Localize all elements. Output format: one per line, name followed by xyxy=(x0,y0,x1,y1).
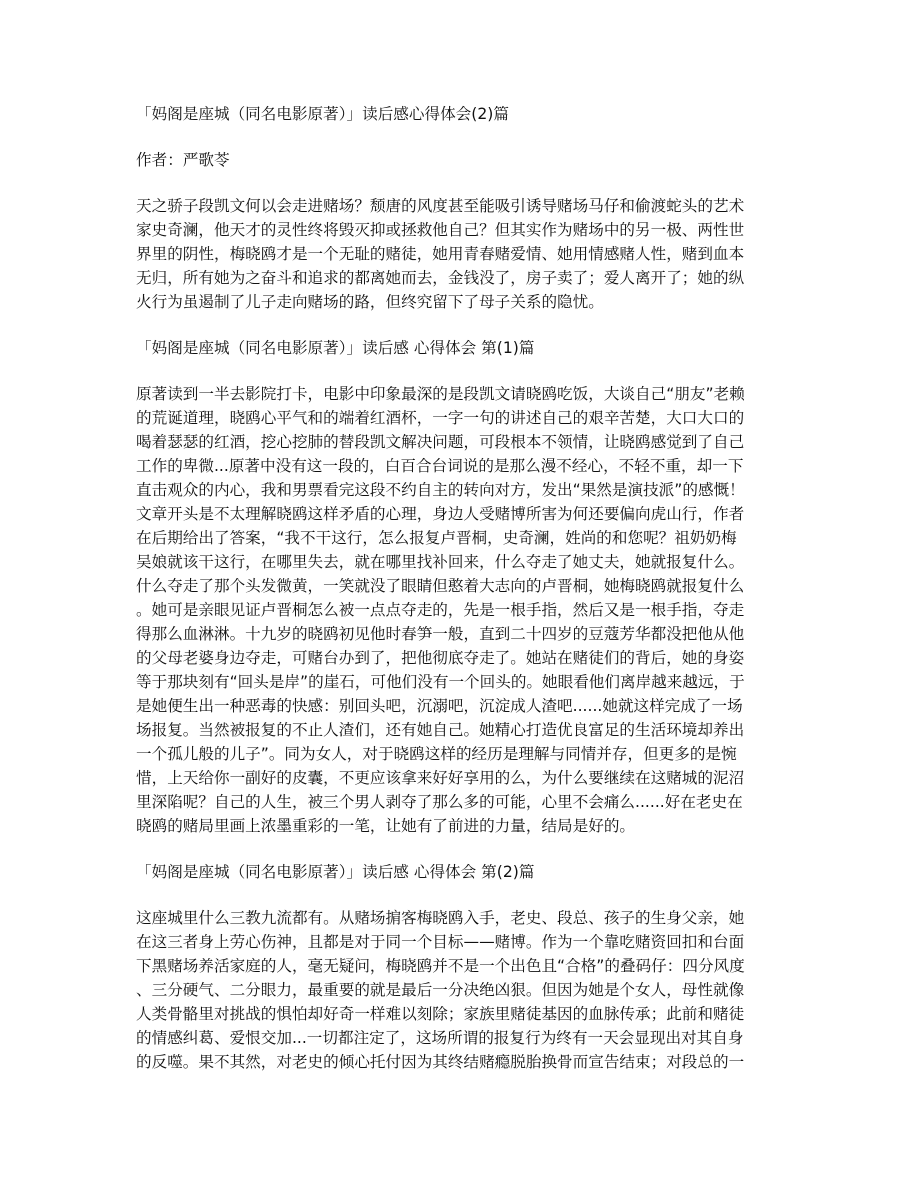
section-1-paragraph xyxy=(136,382,784,838)
text-line: 人类骨骼里对挑战的惧怕却好奇一样难以刻除；家族里赌徒基因的血脉传承；此前和赌徒 xyxy=(136,1005,745,1023)
section-2-heading: 「妈阁是座城（同名电影原著）」读后感 心得体会 第(2)篇 xyxy=(136,863,535,881)
text-line: 下黑赌场养活家庭的人，毫无疑问，梅晓鸥并不是一个出色且“合格”的叠码仔：四分风度 xyxy=(136,957,745,975)
text-line: 天之骄子段凯文何以会走进赌场？颓唐的风度甚至能吸引诱导赌场马仔和偷渡蛇头的艺术 xyxy=(136,197,745,215)
text-line: 无归，所有她为之奋斗和追求的都离她而去，金钱没了，房子卖了；爱人离开了；她的纵 xyxy=(136,269,745,287)
text-line: 的荒诞道理，晓鸥心平气和的端着红酒杯，一字一句的讲述自己的艰辛苦楚，大口大口的 xyxy=(136,409,745,427)
text-line: 场报复。当然被报复的不止人渣们，还有她自己。她精心打造优良富足的生活环境却养出 xyxy=(136,721,745,739)
text-line: 在这三者身上劳心伤神，且都是对于同一个目标——赌博。作为一个靠吃赌资回扣和台面 xyxy=(136,933,745,951)
author-line: 作者：严歌苓 xyxy=(136,151,230,169)
text-line: 的父母老婆身边夺走，可赌台办到了，把他彻底夺走了。她站在赌徒们的背后，她的身姿 xyxy=(136,649,745,667)
text-line: 惜，上天给你一副好的皮囊，不更应该拿来好好享用的么，为什么要继续在这赌城的泥沼 xyxy=(136,769,745,787)
text-line: 得那么血淋淋。十九岁的晓鸥初见他时春笋一般，直到二十四岁的豆蔻芳华都没把他从他 xyxy=(136,625,745,643)
document-title: 「妈阁是座城（同名电影原著）」读后感心得体会(2)篇 xyxy=(136,105,509,123)
text-line: 里深陷呢？自己的人生，被三个男人剥夺了那么多的可能，心里不会痛么......好在老史在 xyxy=(136,793,743,811)
text-line: 文章开头是不太理解晓鸥这样矛盾的心理，身边人受赌博所害为何还要偏向虎山行，作者 xyxy=(136,505,745,523)
text-line: 什么夺走了那个头发微黄，一笑就没了眼睛但憨着大志向的卢晋桐，她梅晓鸥就报复什么 xyxy=(136,577,745,595)
text-line: 的反噬。果不其然，对老史的倾心托付因为其终结赌瘾脱胎换骨而宣告结束；对段总的一 xyxy=(136,1053,745,1071)
section-2-paragraph xyxy=(136,906,784,1074)
text-line: 。她可是亲眼见证卢晋桐怎么被一点点夺走的，先是一根手指，然后又是一根手指，夺走 xyxy=(136,601,745,619)
intro-paragraph xyxy=(136,194,784,314)
text-line: 一个孤儿般的儿子”。同为女人，对于晓鸥这样的经历是理解与同情并存，但更多的是惋 xyxy=(136,745,737,763)
text-line: 晓鸥的赌局里画上浓墨重彩的一笔，让她有了前进的力量，结局是好的。 xyxy=(136,817,636,835)
text-line: 火行为虽遏制了儿子走向赌场的路，但终究留下了母子关系的隐忧。 xyxy=(136,293,604,311)
text-line: 家史奇澜，他天才的灵性终将毁灭抑或拯救他自己？但其实作为赌场中的另一极、两性世 xyxy=(136,221,745,239)
document-page xyxy=(136,102,784,1096)
text-line: 、三分硬气、二分眼力，最重要的就是最后一分决绝凶狠。但因为她是个女人，母性就像 xyxy=(136,981,745,999)
text-line: 在后期给出了答案，“我不干这行，怎么报复卢晋桐，史奇澜，姓尚的和您呢？祖奶奶梅 xyxy=(136,529,737,547)
text-line: 是她便生出一种恶毒的快感：别回头吧，沉溺吧，沉淀成人渣吧......她就这样完成了一场 xyxy=(136,697,743,715)
text-line: 工作的卑微...原著中没有这一段的，白百合台词说的是那么漫不经心，不轻不重，却一下 xyxy=(136,457,744,475)
text-line: 界里的阴性，梅晓鸥才是一个无耻的赌徒，她用青春赌爱情、她用情感赌人性，赌到血本 xyxy=(136,245,745,263)
text-line: 的情感纠葛、爱恨交加...一切都注定了，这场所谓的报复行为终有一天会显现出对其自身 xyxy=(136,1029,744,1047)
text-line: 原著读到一半去影院打卡，电影中印象最深的是段凯文请晓鸥吃饭，大谈自己“朋友”老赖 xyxy=(136,385,745,403)
text-line: 喝着瑟瑟的红酒，挖心挖肺的替段凯文解决问题，可段根本不领情，让晓鸥感觉到了自己 xyxy=(136,433,745,451)
text-line: 直击观众的内心，我和男票看完这段不约自主的转向对方，发出“果然是演技派”的感慨！ xyxy=(136,481,745,499)
text-line: 这座城里什么三教九流都有。从赌场掮客梅晓鸥入手，老史、段总、孩子的生身父亲，她 xyxy=(136,909,745,927)
section-1-heading: 「妈阁是座城（同名电影原著）」读后感 心得体会 第(1)篇 xyxy=(136,339,535,357)
text-line: 等于那块刻有“回头是岸”的崖石，可他们没有一个回头的。她眼看他们离岸越来越远，于 xyxy=(136,673,745,691)
text-line: 吴娘就该干这行，在哪里失去，就在哪里找补回来，什么夺走了她丈夫，她就报复什么。 xyxy=(136,553,745,571)
